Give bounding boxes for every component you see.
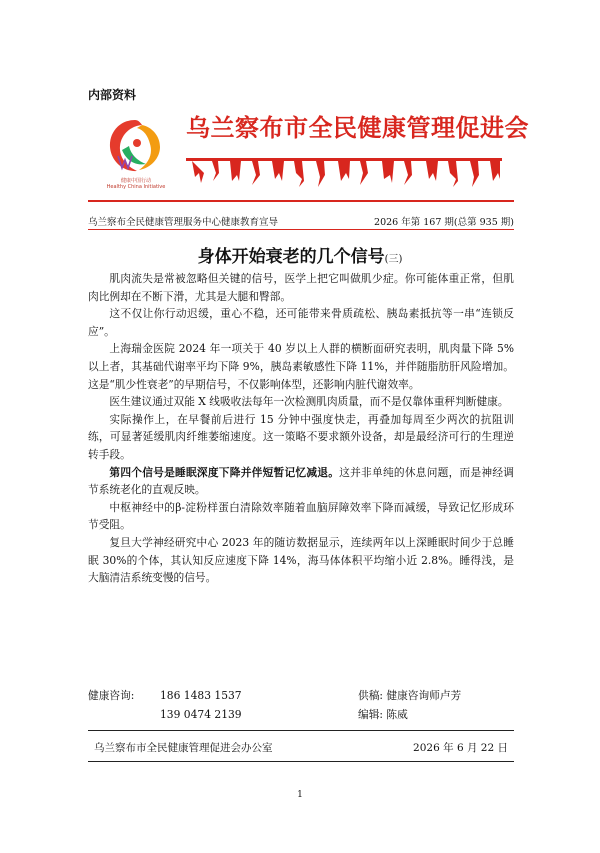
org-title: 乌兰察布市全民健康管理促进会 xyxy=(186,113,529,142)
paragraph: 这不仅让你行动迟缓，重心不稳，还可能带来骨质疏松、胰岛素抵抗等一串“连锁反应”。 xyxy=(88,307,514,338)
supply-value: 健康咨询师卢芳 xyxy=(386,689,462,702)
logo-caption: 健康中国行动 Healthy China Initiative xyxy=(106,178,166,190)
supply-label: 供稿: xyxy=(358,689,383,702)
paragraph: 肌肉流失是常被忽略但关键的信号，医学上把它叫做肌少症。你可能体重正常，但肌肉比例却在不断下滑，尤其是大腿和臀部。 xyxy=(88,272,514,303)
paragraph: 复旦大学神经研究中心 2023 年的随访数据显示，连续两年以上深睡眠时间少于总睡眠 30%的个体，其认知反应速度下降 14%，海马体体积平均缩小近 2.8%。睡得浅，是大脑清洁系统变慢的信号。 xyxy=(88,535,514,585)
issue-number: 2026 年第 167 期(总第 935 期) xyxy=(374,217,514,228)
article-title xyxy=(0,242,600,267)
highlight-paragraph xyxy=(88,464,514,499)
phone-2: 139 0474 2139 xyxy=(160,708,242,721)
mongolian-script-title-icon xyxy=(186,150,502,190)
editor-value: 陈威 xyxy=(386,708,408,721)
internal-label: 内部资料 xyxy=(88,88,137,102)
highlight-rest: 这并非单纯的休息问题，而是神经调节系统老化的直观反映。 xyxy=(88,465,514,497)
contact-block xyxy=(88,686,514,724)
footer xyxy=(88,740,514,755)
article-body xyxy=(88,270,514,587)
editor-label: 编辑: xyxy=(358,708,383,721)
footer-rule-top xyxy=(88,730,514,731)
paragraph: 上海瑞金医院 2024 年一项关于 40 岁以上人群的横断面研究表明，肌肉量下降 5%以上者，其基础代谢率平均下降 9%，胰岛素敏感性下降 11%，并伴随脂肪肝风险增加。这是“肌少性衰老”的早期信号，不仅影响体型，还影响内脏代谢效率。 xyxy=(88,342,514,391)
health-china-logo-icon xyxy=(104,116,166,176)
service-line: 乌兰察布全民健康管理服务中心健康教育宣导 xyxy=(88,217,279,228)
highlight-bold: 第四个信号是睡眠深度下降并伴短暂记忆减退。 xyxy=(109,465,340,479)
paragraph: 中枢神经中的β-淀粉样蛋白清除效率随着血脑屏障效率下降而减缓，导致记忆形成环节受阻。 xyxy=(88,500,514,532)
footer-office: 乌兰察布市全民健康管理促进会办公室 xyxy=(94,742,273,754)
footer-rule-bottom xyxy=(88,761,514,762)
phone-1: 186 1483 1537 xyxy=(160,689,242,702)
article-title-text: 身体开始衰老的几个信号 xyxy=(197,247,385,267)
footer-date: 2026 年 6 月 22 日 xyxy=(413,742,508,754)
paragraph: 医生建议通过双能 X 线吸收法每年一次检测肌肉质量，而不是仅靠体重秤判断健康。 xyxy=(109,395,509,409)
page-number: 1 xyxy=(297,790,303,800)
article-title-suffix: (三) xyxy=(384,254,403,265)
header-rule-top xyxy=(88,200,514,202)
paragraph: 实际操作上，在早餐前后进行 15 分钟中强度快走，再叠加每周至少两次的抗阻训练，可显著延缓肌肉纤维萎缩速度。这一策略不要求额外设备，却是最经济可行的生理逆转手段。 xyxy=(88,412,514,461)
header-rule-bottom xyxy=(88,229,514,230)
service-header-line xyxy=(88,214,514,228)
contact-label: 健康咨询: xyxy=(88,689,135,702)
